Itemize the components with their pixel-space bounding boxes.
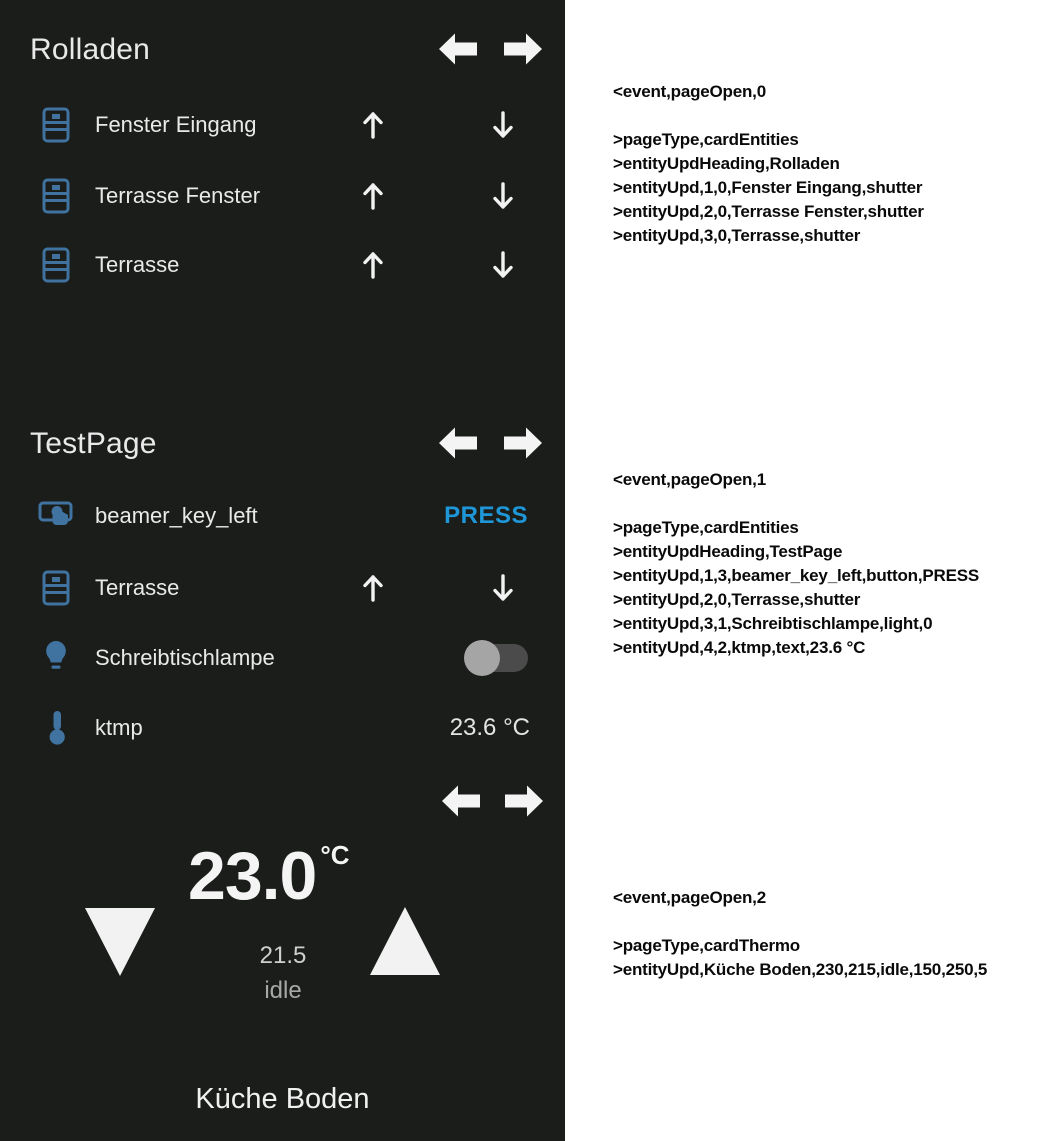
log-line <box>613 492 979 516</box>
entity-label: ktmp <box>95 715 143 740</box>
hvac-state: idle <box>264 977 302 1004</box>
window-shutter-icon <box>42 247 70 283</box>
log-line: >entityUpdHeading,TestPage <box>613 542 843 561</box>
toggle-knob <box>464 640 500 676</box>
entity-row <box>0 243 565 287</box>
shutter-up-icon[interactable] <box>356 571 390 605</box>
thermostat-title: Küche Boden <box>195 1083 370 1115</box>
card1-title: Rolladen <box>30 33 151 66</box>
window-shutter-icon <box>42 570 70 606</box>
log-line: >entityUpd,4,2,ktmp,text,23.6 °C <box>613 638 866 657</box>
card1-prev-page-arrow-icon[interactable] <box>437 31 479 67</box>
log-line: >entityUpdHeading,Rolladen <box>613 154 840 173</box>
lightbulb-icon <box>42 639 70 677</box>
shutter-down-icon[interactable] <box>486 571 520 605</box>
shutter-down-icon[interactable] <box>486 179 520 213</box>
log-line: >entityUpd,Küche Boden,230,215,idle,150,250,5 <box>613 960 988 979</box>
temperature-value: 23.6 °C <box>449 714 530 741</box>
gesture-tap-button-icon <box>38 498 78 534</box>
log-block-page0 <box>613 80 924 248</box>
log-line: <event,pageOpen,0 <box>613 82 766 101</box>
card2-title: TestPage <box>30 427 157 460</box>
log-line: >entityUpd,1,3,beamer_key_left,button,PRESS <box>613 566 979 585</box>
window-shutter-icon <box>42 107 70 143</box>
card2-prev-page-arrow-icon[interactable] <box>437 425 479 461</box>
light-toggle-switch[interactable] <box>466 644 528 672</box>
entity-label: Terrasse <box>95 252 180 277</box>
log-line: <event,pageOpen,1 <box>613 470 766 489</box>
log-line <box>613 104 924 128</box>
entity-row <box>0 706 565 750</box>
log-line: >entityUpd,3,1,Schreibtischlampe,light,0 <box>613 614 933 633</box>
log-line: >pageType,cardEntities <box>613 518 799 537</box>
log-block-page2 <box>613 886 987 982</box>
entity-row <box>0 174 565 218</box>
entity-row <box>0 494 565 538</box>
entity-row <box>0 566 565 610</box>
entity-label: Schreibtischlampe <box>95 645 275 670</box>
log-line: >entityUpd,1,0,Fenster Eingang,shutter <box>613 178 923 197</box>
entity-row <box>0 103 565 147</box>
shutter-up-icon[interactable] <box>356 248 390 282</box>
log-line: >entityUpd,2,0,Terrasse,shutter <box>613 590 861 609</box>
temperature-unit: °C <box>320 840 350 870</box>
shutter-up-icon[interactable] <box>356 179 390 213</box>
temp-down-button[interactable] <box>83 906 157 978</box>
log-line: >pageType,cardThermo <box>613 936 800 955</box>
current-temperature-value: 23.0 <box>188 838 317 914</box>
shutter-down-icon[interactable] <box>486 248 520 282</box>
card2-next-page-arrow-icon[interactable] <box>502 425 544 461</box>
press-button[interactable]: PRESS <box>444 502 528 529</box>
shutter-down-icon[interactable] <box>486 108 520 142</box>
entity-row <box>0 636 565 680</box>
log-line: >entityUpd,2,0,Terrasse Fenster,shutter <box>613 202 924 221</box>
window-shutter-icon <box>42 178 70 214</box>
thermometer-icon <box>47 709 67 747</box>
card1-next-page-arrow-icon[interactable] <box>502 31 544 67</box>
log-line: >entityUpd,3,0,Terrasse,shutter <box>613 226 861 245</box>
current-temperature <box>188 838 350 914</box>
temp-up-button[interactable] <box>368 905 442 977</box>
card3-next-page-arrow-icon[interactable] <box>503 783 545 819</box>
entity-label: Terrasse <box>95 575 180 600</box>
log-line: <event,pageOpen,2 <box>613 888 766 907</box>
entity-label: Terrasse Fenster <box>95 183 261 208</box>
shutter-up-icon[interactable] <box>356 108 390 142</box>
card3-prev-page-arrow-icon[interactable] <box>440 783 482 819</box>
entity-label: Fenster Eingang <box>95 112 257 137</box>
log-block-page1 <box>613 468 979 660</box>
entity-label: beamer_key_left <box>95 503 258 528</box>
target-temperature: 21.5 <box>259 942 307 969</box>
log-line: >pageType,cardEntities <box>613 130 799 149</box>
log-line <box>613 910 987 934</box>
